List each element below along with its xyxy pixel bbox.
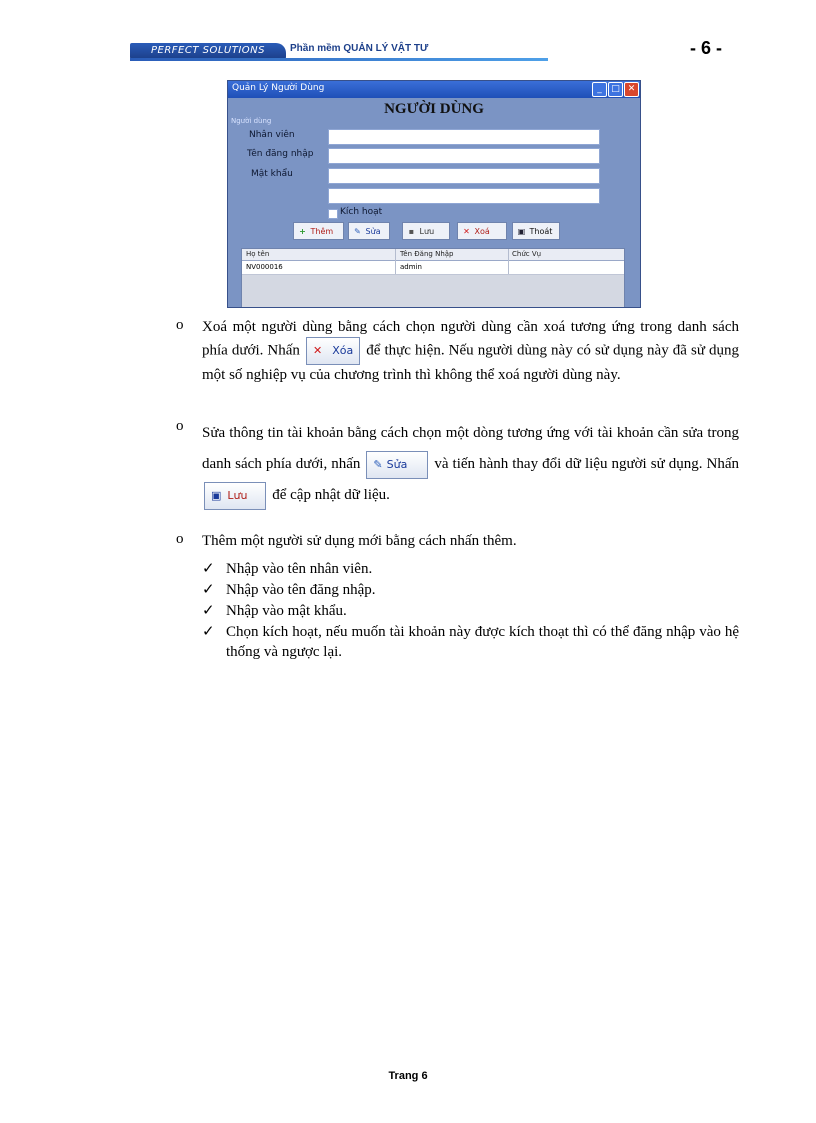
floppy-icon: ▪	[408, 227, 415, 236]
password-confirm-field[interactable]	[328, 188, 600, 204]
header-rule	[130, 58, 548, 61]
inline-edit-button: ✎ Sửa	[366, 451, 428, 479]
check-icon: ✓	[202, 561, 215, 577]
check-icon: ✓	[202, 582, 215, 598]
edit-icon: ✎	[373, 457, 383, 471]
active-label: Kích hoạt	[340, 207, 383, 217]
maximize-icon[interactable]: □	[608, 82, 623, 97]
users-table	[241, 248, 625, 308]
paragraph-delete: Xoá một người dùng bằng cách chọn người dùng cần xoá tương ứng trong danh sách phía dưới. Nhấn ✕ Xóa để thực hiện. Nếu người dùng này có sử dụng này đã sử dụng một số nghiệp vụ của chương trình thì không thể xoá người dùng này.	[202, 319, 740, 383]
password-field[interactable]	[328, 168, 600, 184]
column-header[interactable]: Tên Đăng Nhập	[400, 250, 454, 258]
x-icon: ✕	[312, 344, 323, 357]
table-cell: admin	[400, 263, 422, 271]
page-number: - 6 -	[690, 38, 723, 58]
add-button[interactable]: + Thêm	[293, 222, 344, 240]
delete-button[interactable]: ✕ Xoá	[457, 222, 507, 240]
edit-icon: ✎	[354, 227, 361, 236]
table-row[interactable]	[242, 261, 624, 275]
step-item: Chọn kích hoạt, nếu muốn tài khoản này được kích thoạt thì có thể đăng nhập vào hệ thống và ngược lại.	[226, 624, 739, 660]
bullet-marker: o	[176, 317, 184, 333]
table-cell: NV000016	[246, 263, 283, 271]
minimize-icon[interactable]: _	[592, 82, 607, 97]
password-label: Mật khẩu	[251, 169, 293, 179]
column-header[interactable]: Họ tên	[246, 250, 270, 258]
inline-delete-button: ✕ Xóa	[306, 337, 360, 365]
exit-button[interactable]: ▣ Thoát	[512, 222, 560, 240]
employee-label: Nhân viên	[249, 130, 295, 140]
group-label: Người dùng	[231, 117, 272, 125]
paragraph-add: Thêm một người sử dụng mới bằng cách nhấn thêm.	[202, 533, 517, 549]
inline-save-button: ▣ Lưu	[204, 482, 266, 510]
x-icon: ✕	[463, 227, 470, 236]
edit-button[interactable]: ✎ Sửa	[348, 222, 390, 240]
brand-logo: PERFECT SOLUTIONS	[130, 43, 286, 59]
column-divider	[395, 249, 396, 274]
username-field[interactable]	[328, 148, 600, 164]
close-icon[interactable]: ✕	[624, 82, 639, 97]
step-item: Nhập vào mật khẩu.	[226, 603, 347, 619]
user-management-window	[227, 80, 641, 308]
check-icon: ✓	[202, 624, 215, 640]
document-header-title: Phần mềm QUẢN LÝ VẬT TƯ	[290, 43, 429, 54]
column-divider	[508, 249, 509, 274]
step-item: Nhập vào tên đăng nhập.	[226, 582, 376, 598]
column-header[interactable]: Chức Vụ	[512, 250, 542, 258]
floppy-icon: ▣	[211, 488, 222, 502]
window-titlebar	[228, 81, 640, 98]
form-heading: NGƯỜI DÙNG	[384, 101, 484, 117]
paragraph-edit: Sửa thông tin tài khoản bằng cách chọn một dòng tương ứng với tài khoản cần sửa trong danh sách phía dưới, nhấn ✎ Sửa và tiến hành thay đổi dữ liệu người sử dụng. Nhấn ▣ Lưu để cập nhật dữ liệu.	[202, 418, 739, 511]
plus-icon: +	[299, 227, 306, 236]
employee-field[interactable]	[328, 129, 600, 145]
save-button[interactable]: ▪ Lưu	[402, 222, 450, 240]
active-checkbox[interactable]	[328, 209, 338, 219]
username-label: Tên đăng nhập	[247, 149, 314, 159]
page-footer: Trang 6	[388, 1070, 428, 1082]
bullet-marker: o	[176, 531, 184, 547]
window-title: Quản Lý Người Dùng	[232, 83, 325, 93]
exit-icon: ▣	[517, 227, 526, 236]
check-icon: ✓	[202, 603, 215, 619]
step-item: Nhập vào tên nhân viên.	[226, 561, 373, 577]
table-header	[242, 249, 624, 261]
bullet-marker: o	[176, 418, 184, 434]
